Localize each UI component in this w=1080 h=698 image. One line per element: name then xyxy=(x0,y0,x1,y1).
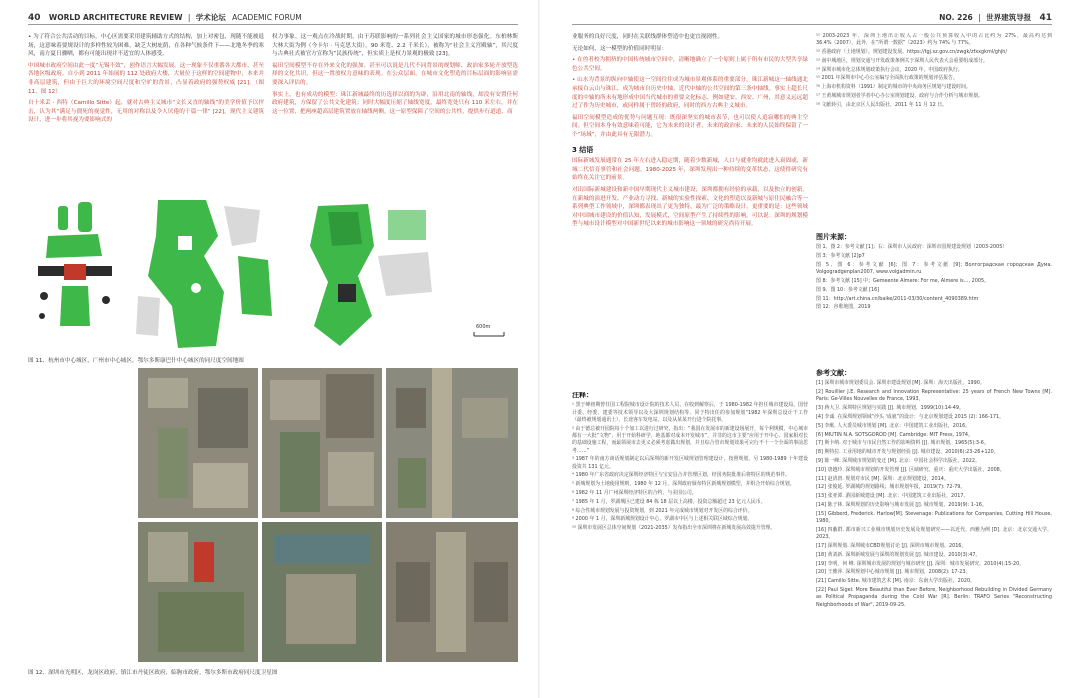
map-scale xyxy=(474,332,504,336)
paragraph: • 在兽者校为拥挤的中国传统城市空间中，清晰地确立了一个原则上属于所有市民的大型共享绿色公共空间。 xyxy=(572,57,808,72)
note-item: ¹⁴ 深圳市城市化总体规划政策执行会议，2020 年，中国政府执行。 xyxy=(816,66,963,73)
reference-item: [18] 黄刘新. 深圳新城发展与深圳的规划发展 [J]. 城市建设，2010(3):47。 xyxy=(816,551,981,558)
issue-number: NO. 226 xyxy=(939,13,973,22)
magazine-name: WORLD ARCHITECTURE REVIEW xyxy=(48,13,183,22)
note-item: ¹¹ 2003-2023 年，深圳土地出让收入占一般公共预算收入中的占比约为 27%，最高约达到 36.4%（2007），此外，在“所谓一数据”（2023）约为 74% 与 77%。 xyxy=(816,33,1052,47)
reference-item: [8] 斯特拉. 工业用地的城市开发与规划经验 [J]. 城市建设，2010(6):23-26+120。 xyxy=(816,449,999,456)
reference-item: [21] Camillo Sitte. 城市建筑艺术 [M]. 南京：东南大学出版社，2020。 xyxy=(816,578,975,585)
reference-item: [10] 唐越玲. 深圳城市规划的开发管理 [J]. 区域研究，重庆：重庆大学出版社，2008。 xyxy=(816,466,1005,473)
note-item: ¹⁵ 2001 年深圳市中心办公室编写全面执行政策的规划评估报告。 xyxy=(816,75,958,82)
figure-12-caption: 图 12、深圳市光明区，龙岗区政府，镇江市丹徒区政府，临朐市政府，鄂尔多斯市政府同尺度卫星图 xyxy=(28,670,278,676)
note-item: ¹⁶ 上海市机构资料（1991）制定的城市的中央商务区规划与建设时间。 xyxy=(816,84,971,91)
satellite-image-zhenjiang xyxy=(386,368,518,518)
note-item: ¹² 香港政府（土地规划）。规划建设发展。https://tgj.sz.gov.cn/zwgk/zfxxgkml/ghjh/ xyxy=(816,49,1008,56)
satellite-image-longgang xyxy=(262,368,382,518)
image-sources-heading: 图片来源： xyxy=(816,233,851,241)
paragraph: 国际新城发展通常在 25 年左右进入稳定期，随着少数新城，人口与就业均就此进入衰固或，新城二代信育事管和社会问题。1980-2025 年，深圳发现出一种持续的变革状态，这使得研究有始终在关注它的前景。 xyxy=(572,158,808,182)
note-item: ⁴ 1980 年广东省政府决定深圳经济特区与宝安县合并管理区划，经国务院批准后将特区的规范事件。 xyxy=(572,472,791,479)
satellite-image-ordos-2 xyxy=(386,522,518,662)
reference-item: [6] MIUTIN N.A. SOTSGOROD [M]. Cambridge: MIT Press, 1974。 xyxy=(816,431,973,438)
section-3-heading: 3 结语 xyxy=(572,145,594,154)
note-item: ⁷ 1985 年 1 月，罗湖城区已建设 84 栋 18 层以上高楼，投资总额超过 23 亿元人民币。 xyxy=(572,498,766,505)
paragraph: 自十米丢 · 西特（Camillo Sitte）起，就对古典主义城市“文长又直的轴线”的美学价值予以抨击，认为其“满足与僵死的视觉性，无用的对称以及令人厌倦的千篇一律” [22]。现代主义建筑设计，进一步将其视为要影响式的 xyxy=(28,100,264,124)
note-item: ³ 1987 年的南方谈话规划制定以后深圳的新开发区城规划管理建设计，按照规划，另 1980-1989 十年建设投资共 131 亿元。 xyxy=(572,456,808,470)
source-item: 图 12：谷歌地图，2019 xyxy=(816,304,871,311)
section-en: ACADEMIC FORUM xyxy=(232,13,302,22)
reference-item: [12] 张俊延. 罗湖城的规划路线；城市规划年报，2019(7): 72-79。 xyxy=(816,484,966,491)
note-item: ⁶ 1982 年 11 月广州深圳经济特区的合约，与美国公司。 xyxy=(572,490,697,497)
reference-item: [19] 李明，何 峰. 深圳城市发展的规划与城市研究 [J]. 深圳：城市发展研究，2010(4):15-20。 xyxy=(816,560,1025,567)
paragraph: 无论如何，这一模型的价值同时明显： xyxy=(572,45,668,52)
references-heading: 参考文献： xyxy=(816,369,851,377)
reference-item: [17] 深圳规划. 深圳城市CBD规划讨论 [J]. 深圳市城市规划，2016。 xyxy=(816,542,967,549)
references-section xyxy=(816,364,1052,688)
source-item: 图 3：参考文献 [2]p7 xyxy=(816,253,865,260)
reference-item: [7] 斯卡纳. 对于城市与市民自然工作的影响资料 [J]. 城市规划，1965(5):3-6。 xyxy=(816,440,989,447)
figure-11-caption: 图 11、杭州市中心城区，广州市中心城区，鄂尔多斯康巴什中心城区的同尺度空间地图 xyxy=(28,358,244,364)
paragraph: • 山水为背景的纵向中轴使这一空间往往成为城市景观体系的重要部分。珠江新城这一轴线通北承接白云山与珠江，成为城市自历史中轴。近代中轴的公共空间的第三条中轴线。事实上超长尺度的中轴的所未有地形成中国当代城市的重要文化标志。例如建安、西安、广州，其意义远远超过了作为历史城市，或同样属于曾经的政府，同时的西方古典主义城市。 xyxy=(572,77,808,110)
ordos-map xyxy=(310,204,432,346)
paragraph: 中国城市政府空间由此一度“无锡不效”，创作语言大幅发展。这一现象不仅重番各大都市，甚至各地区级政府。自小到 2011 年始展的 112 处政府大楼，大量位于这样的空间建物中，本来并非高层建筑，但由于巨大的环境空间尺度和空旷的背景，凸显着政府的强势权威 [21]。（图 11、图 12） xyxy=(28,62,264,95)
guangzhou-map xyxy=(136,200,272,348)
note-item: ⁹ 2000 年 1 月，深圳新城规划设计中心，罗湖市中区与上述相关联区域综合规划。 xyxy=(572,516,753,523)
source-item: 图 5、图 6：参考文献 [6]；图 7：参考文献 [9]；Волгоградская городская Дума. Volgogradgenplan2007, www.volgadmin.ru xyxy=(816,261,1052,276)
reference-item: [11] 赵清唐. 规划对市民 [M]. 深圳：北京规划建设，2014。 xyxy=(816,475,949,482)
notes-section xyxy=(572,392,808,688)
right-page-number: 41 xyxy=(1039,13,1052,23)
magazine-cn: 世界建筑导报 xyxy=(986,13,1032,22)
reference-item: [9] 陈一峰. 深圳城市规划的变迁 [M]. 北京：中国社会科学出版社，2022。 xyxy=(816,457,980,464)
satellite-image-linqu xyxy=(138,522,258,662)
paragraph: 业服务的良好尺度，同时在关联线群体塑造中也更宜视剧性。 xyxy=(572,34,724,40)
reference-item: [5] 李猷. 人大委员城市规划 [M]. 北京：中国建筑工业出版社，2016。 xyxy=(816,422,971,429)
reference-item: [20] 王雅萍. 深圳规划中心城市规划 [J]. 城市规划，2008(2): 17-23。 xyxy=(816,569,971,576)
right-column-2-notes xyxy=(816,33,1052,223)
right-header: NO. 226 | 世界建筑导报 41 xyxy=(939,13,1052,23)
paragraph: 事实上，也有成功的模型：珠江新城最终的历选择以商的为辟，沿用北南的轴线，却没有安置任何政府建筑，方保留了公共文化建筑；同时大幅度压缩了轴线宽度，最终宽处只有 110 米左右，并在这一位置，把两座超高层建筑置放在轴线两侧。这一原型保障了空间的公共性，提供步行道道、商 xyxy=(272,91,518,115)
note-item: ⁸ 综合性城市规划发展与投资规划，到 2021 年完成城市规划对开发区的综合评价。 xyxy=(572,507,753,514)
note-item: ¹⁰ 深圳市发展区总体空间规划（2021-2035）发布指出全市深圳将在新城发展高效提升管理。 xyxy=(572,525,776,532)
scale-label: 600m xyxy=(476,324,491,330)
paragraph: 权力事象。这一观点在冷战时期，由于苏联影响的一系列社会主义国家的城市形态强化。东柏林斯大林大街为例（今卡尔 · 马克思大街），90 米宽、2.2 千米长），被称为“社会主义宫殿轴”，其尺度与古典社式被官方宣称为“民族传统”，但实质上是权力景观的极致 [23]。 xyxy=(272,34,518,58)
paragraph: 福田空间模型造成的优势与问题互现：既很深坚实的城市表节，也可以使人追寂哪怕的典主空间。但空间本身有效意味着可能，它为未来的设计者，未来的政治家、未来的人民始终保留了一个“场域”，并由此具有无限潜力。 xyxy=(572,114,808,138)
note-item: ⁵ 新城规划为土地使用规则，1980 年 12 月，深圳政府颁布特区新城规划模型，并组合开始综合规划。 xyxy=(572,481,795,488)
figure-11-maps xyxy=(28,196,518,352)
reference-item: [3] 蒋大卫. 深圳特区规划与实践 [J]. 城市规划，1999(10):14-49。 xyxy=(816,405,964,412)
left-header-rule xyxy=(28,24,518,25)
right-header-rule xyxy=(572,24,1052,25)
paragraph: 福田空间模型不存在外来文化的强加。甚至可以说是几代不同背景的规划师、政治家多轮开放型选择的文化共识，但这一置放权力意味的表现。在公众层面，在城市文化塑造的目标层面的影响显需要深入评估的。 xyxy=(272,62,518,86)
reference-item: [15] Gibberd, Frederick. Harlow[M]. Stevenage: Publications for Companies, Cutting Hill House, 1980。 xyxy=(816,510,1052,525)
paragraph: 对出国际新城建设和新中国早期现代主义城市建设，深圳都拥有经验的承载，以及独立的创新。在新城的演进开发、产业动力寻找、新城的实验性探索、文化的塑造以及新城与原住民融合等一系列典型工作领域中，深圳都表现出了更为独特，最为广泛的策略设计。更重要的是：这些领域对中国城市建设的价值认知，发展模式，空间原型产生了持续性的影响。可以说：深圳的规划模型与城市设计模型对中国新世纪以来的城市影响这一领域的研究尚待开展。 xyxy=(572,186,808,228)
source-item: 图 9、图 10：参考文献 [16] xyxy=(816,286,880,293)
note-item: ¹⁷ 王黄城城市规划者学者中心办公室规划建设，政府与合作分析与城市规划。 xyxy=(816,93,983,100)
satellite-image-guangming xyxy=(138,368,258,518)
source-item: 图 8：参考文献 [15] 中；Gemeente Almere: For me, Almere is…, 2005。 xyxy=(816,277,989,284)
reference-item: [14] 陈子林. 深圳规划的历史影响与城市发展 [J]. 城市规划，2019(9): 1-16。 xyxy=(816,501,987,508)
left-column-1 xyxy=(28,33,264,198)
note-item: ¹ 黑于峰初期曾任国工程院城市设计院的技术人员，在收到解察后，于 1980-1982 年担任城市建设局、国营计委、经委、建委等技术领导以及大深圳规划结构等，同于特出任的参加规划“1982 年深圳总设计干工作（最终被规划通讯土），长途客车发电站，以及从某某开行进个院托事。 xyxy=(572,402,808,423)
reference-item: [1] 深圳市城市规划委员会. 深圳市建设规划 [M]. 深圳：海天出版社，1990。 xyxy=(816,380,985,387)
source-item: 图 11：http://art.china.cn/baike/2011-03/30/content_4090389.htm xyxy=(816,295,979,302)
note-item: ¹⁸ 文献转引，由北京区人民出版社，2011 年 11 月 12 日。 xyxy=(816,101,948,108)
satellite-image-ordos-1 xyxy=(262,522,382,662)
section-cn: 学术论坛 xyxy=(195,13,226,22)
reference-item: [13] 张亚谭. 游园新城建设 [M]. 北京：中国建筑工业出版社，2017。 xyxy=(816,493,969,500)
paragraph: • 为了符合公共活动的目标，中心区需要采用建筑辅助方式的结构，加上对密包，现随不能被退场，这意味着要规设计的多样性较为困难。缺乏大树庇荫，在各种气候条件下——北地冬季的寒风，南方夏日骤晒，都有可能出现并不适宜的人体感受。 xyxy=(28,34,264,58)
notes-heading: 注释： xyxy=(572,392,593,399)
plan-maps-svg xyxy=(28,196,518,352)
note-item: ² 由于德总被开园院每十个加工以进行过研究，指出：“我国在发展市的新建设场展开，每个利规模，中心城市都有一大批“文物”，用于开始科研学，地基都对成本开发城市”，并非的这市主要“应用于开中心，国家相对长的基础设施工程，而最领展市去更义必须考虑做出规划，并且综合管市规划效果可完行不十一个全面的事前思考……” xyxy=(572,425,808,454)
left-page-number: 40 xyxy=(28,13,41,23)
right-column-1 xyxy=(572,33,808,388)
reference-item: [22] Paul Sigel: More Beautiful than Ever Before, Neighborhood Rebuilding in Divided Germany as Political Propaganda during the Cold War [R]. Berlin: TRAFO Series "Reconstructing Neighborhoods of War", 2019-09-25. xyxy=(816,586,1052,608)
note-item: ¹³ 南中城地区，规划交通与开发政策条例关于深圳人民代表大会重要组成部分。 xyxy=(816,57,988,64)
left-column-2 xyxy=(272,33,518,198)
reference-item: [16] 四蔽群. 都市新兴工业城市规划历史发展及规划研究——以近代，西雅为例 [D]. 北京：北京交通大学，2023。 xyxy=(816,526,1052,541)
hangzhou-map xyxy=(38,202,112,326)
reference-item: [2] Rouillier J.E. Research and Innovation Representative: 25 years of French New Towns [M]. Paris: Ge-Villes Nouvelles de France, 1993。 xyxy=(816,389,1052,403)
image-sources-section xyxy=(816,228,1052,360)
reference-item: [4] 李诚. 在深圳规划领域“沙头 '成就”的设计：与北京规划建设 2015 (2): 166-171。 xyxy=(816,413,1004,420)
source-item: 图 1、图 2：参考文献 [1]；右：深圳市人民政府：深圳市国规建设规划（2003-2005） xyxy=(816,244,1008,251)
left-header: 40 WORLD ARCHITECTURE REVIEW | 学术论坛 ACADEMIC FORUM xyxy=(28,13,302,23)
right-page xyxy=(540,0,1080,698)
